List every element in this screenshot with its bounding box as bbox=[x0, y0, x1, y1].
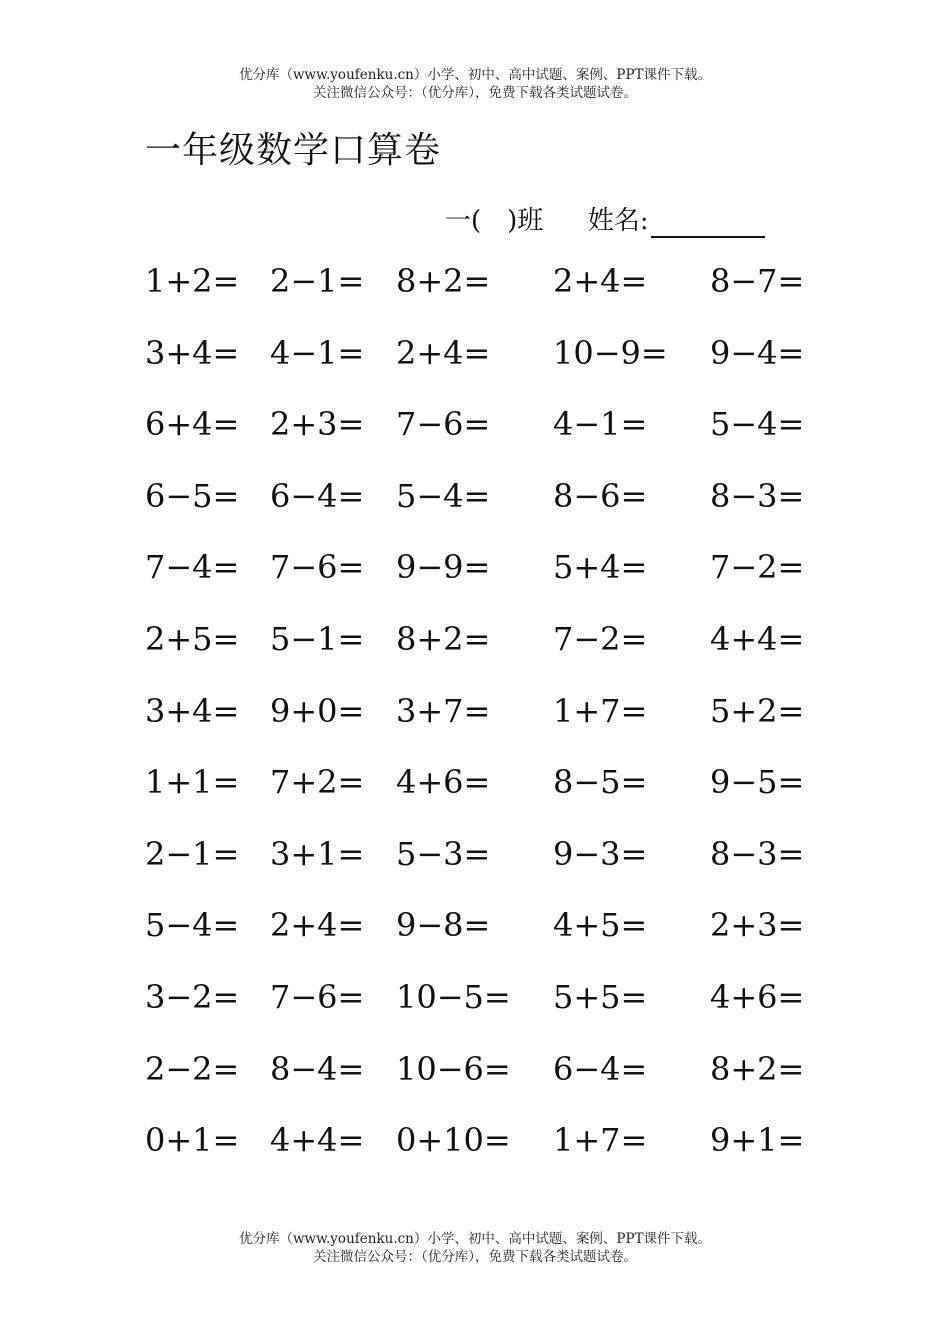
problem-item: 9−8= bbox=[396, 906, 491, 945]
problem-row bbox=[145, 1117, 865, 1189]
problem-item: 10−9= bbox=[553, 333, 668, 372]
problem-item: 8+2= bbox=[710, 1049, 805, 1088]
problem-item: 9−9= bbox=[396, 548, 491, 587]
problem-item: 5+4= bbox=[553, 548, 648, 587]
problem-item: 2+3= bbox=[270, 405, 365, 444]
student-info-line bbox=[445, 204, 765, 238]
problem-item: 4+5= bbox=[553, 906, 648, 945]
problem-row bbox=[145, 473, 865, 545]
header-banner-line-2: 关注微信公众号：（优分库），免费下载各类试题试卷。 bbox=[313, 85, 637, 101]
problem-item: 4+4= bbox=[710, 619, 805, 658]
header-banner bbox=[0, 66, 950, 102]
problem-row bbox=[145, 902, 865, 974]
problem-item: 4+6= bbox=[710, 977, 805, 1016]
problem-item: 8−3= bbox=[710, 834, 805, 873]
problem-item: 2−1= bbox=[145, 834, 240, 873]
problem-grid bbox=[145, 258, 865, 1189]
problem-item: 0+10= bbox=[396, 1121, 511, 1160]
problem-item: 9+1= bbox=[710, 1121, 805, 1160]
problem-item: 6+4= bbox=[145, 405, 240, 444]
problem-item: 4+4= bbox=[270, 1121, 365, 1160]
problem-item: 2+4= bbox=[553, 262, 648, 300]
problem-item: 7−6= bbox=[270, 977, 365, 1016]
problem-item: 8−7= bbox=[710, 262, 805, 300]
problem-item: 1+7= bbox=[553, 691, 648, 730]
problem-item: 5+2= bbox=[710, 691, 805, 730]
problem-row bbox=[145, 1046, 865, 1118]
problem-item: 5+5= bbox=[553, 977, 648, 1016]
problem-item: 9−3= bbox=[553, 834, 648, 873]
problem-item: 5−3= bbox=[396, 834, 491, 873]
problem-item: 9−5= bbox=[710, 763, 805, 802]
footer-banner-line-2: 关注微信公众号：（优分库），免费下载各类试题试卷。 bbox=[313, 1249, 637, 1265]
problem-row bbox=[145, 616, 865, 688]
class-label: 一( )班 bbox=[445, 206, 544, 236]
problem-row bbox=[145, 258, 865, 330]
problem-item: 3+1= bbox=[270, 834, 365, 873]
footer-banner bbox=[0, 1230, 950, 1266]
problem-row bbox=[145, 831, 865, 903]
problem-item: 3+7= bbox=[396, 691, 491, 730]
problem-item: 7−2= bbox=[710, 548, 805, 587]
problem-item: 5−4= bbox=[396, 476, 491, 515]
problem-item: 9−4= bbox=[710, 333, 805, 372]
name-blank-line[interactable] bbox=[651, 210, 765, 238]
problem-item: 3+4= bbox=[145, 333, 240, 372]
problem-item: 7−6= bbox=[270, 548, 365, 587]
problem-item: 8−6= bbox=[553, 476, 648, 515]
problem-item: 2+3= bbox=[710, 906, 805, 945]
problem-item: 8−3= bbox=[710, 476, 805, 515]
problem-item: 3−2= bbox=[145, 977, 240, 1016]
problem-item: 7−6= bbox=[396, 405, 491, 444]
problem-item: 8+2= bbox=[396, 619, 491, 658]
problem-item: 4+6= bbox=[396, 763, 491, 802]
problem-item: 5−4= bbox=[710, 405, 805, 444]
problem-item: 10−5= bbox=[396, 977, 511, 1016]
problem-item: 3+4= bbox=[145, 691, 240, 730]
problem-row bbox=[145, 544, 865, 616]
header-banner-line-1: 优分库（www.youfenku.cn）小学、初中、高中试题、案例、PPT课件下载。 bbox=[238, 67, 712, 83]
problem-item: 2−1= bbox=[270, 262, 365, 300]
problem-item: 8−4= bbox=[270, 1049, 365, 1088]
problem-item: 0+1= bbox=[145, 1121, 240, 1160]
problem-item: 4−1= bbox=[553, 405, 648, 444]
problem-item: 5−4= bbox=[145, 906, 240, 945]
problem-item: 9+0= bbox=[270, 691, 365, 730]
problem-row bbox=[145, 330, 865, 402]
problem-item: 7−2= bbox=[553, 619, 648, 658]
problem-item: 8−5= bbox=[553, 763, 648, 802]
problem-item: 2+5= bbox=[145, 619, 240, 658]
problem-item: 1+7= bbox=[553, 1121, 648, 1160]
problem-item: 8+2= bbox=[396, 262, 491, 300]
problem-item: 2+4= bbox=[270, 906, 365, 945]
problem-item: 6−4= bbox=[553, 1049, 648, 1088]
problem-item: 1+2= bbox=[145, 262, 240, 300]
problem-row bbox=[145, 401, 865, 473]
problem-row bbox=[145, 759, 865, 831]
problem-item: 2−2= bbox=[145, 1049, 240, 1088]
problem-item: 5−1= bbox=[270, 619, 365, 658]
problem-row bbox=[145, 688, 865, 760]
problem-row bbox=[145, 974, 865, 1046]
name-label: 姓名: bbox=[587, 206, 649, 236]
problem-item: 7−4= bbox=[145, 548, 240, 587]
problem-item: 6−5= bbox=[145, 476, 240, 515]
problem-item: 10−6= bbox=[396, 1049, 511, 1088]
problem-item: 6−4= bbox=[270, 476, 365, 515]
problem-item: 2+4= bbox=[396, 333, 491, 372]
footer-banner-line-1: 优分库（www.youfenku.cn）小学、初中、高中试题、案例、PPT课件下载。 bbox=[238, 1231, 712, 1247]
problem-item: 4−1= bbox=[270, 333, 365, 372]
problem-item: 1+1= bbox=[145, 763, 240, 802]
page-title: 一年级数学口算卷 bbox=[145, 130, 442, 171]
problem-item: 7+2= bbox=[270, 763, 365, 802]
